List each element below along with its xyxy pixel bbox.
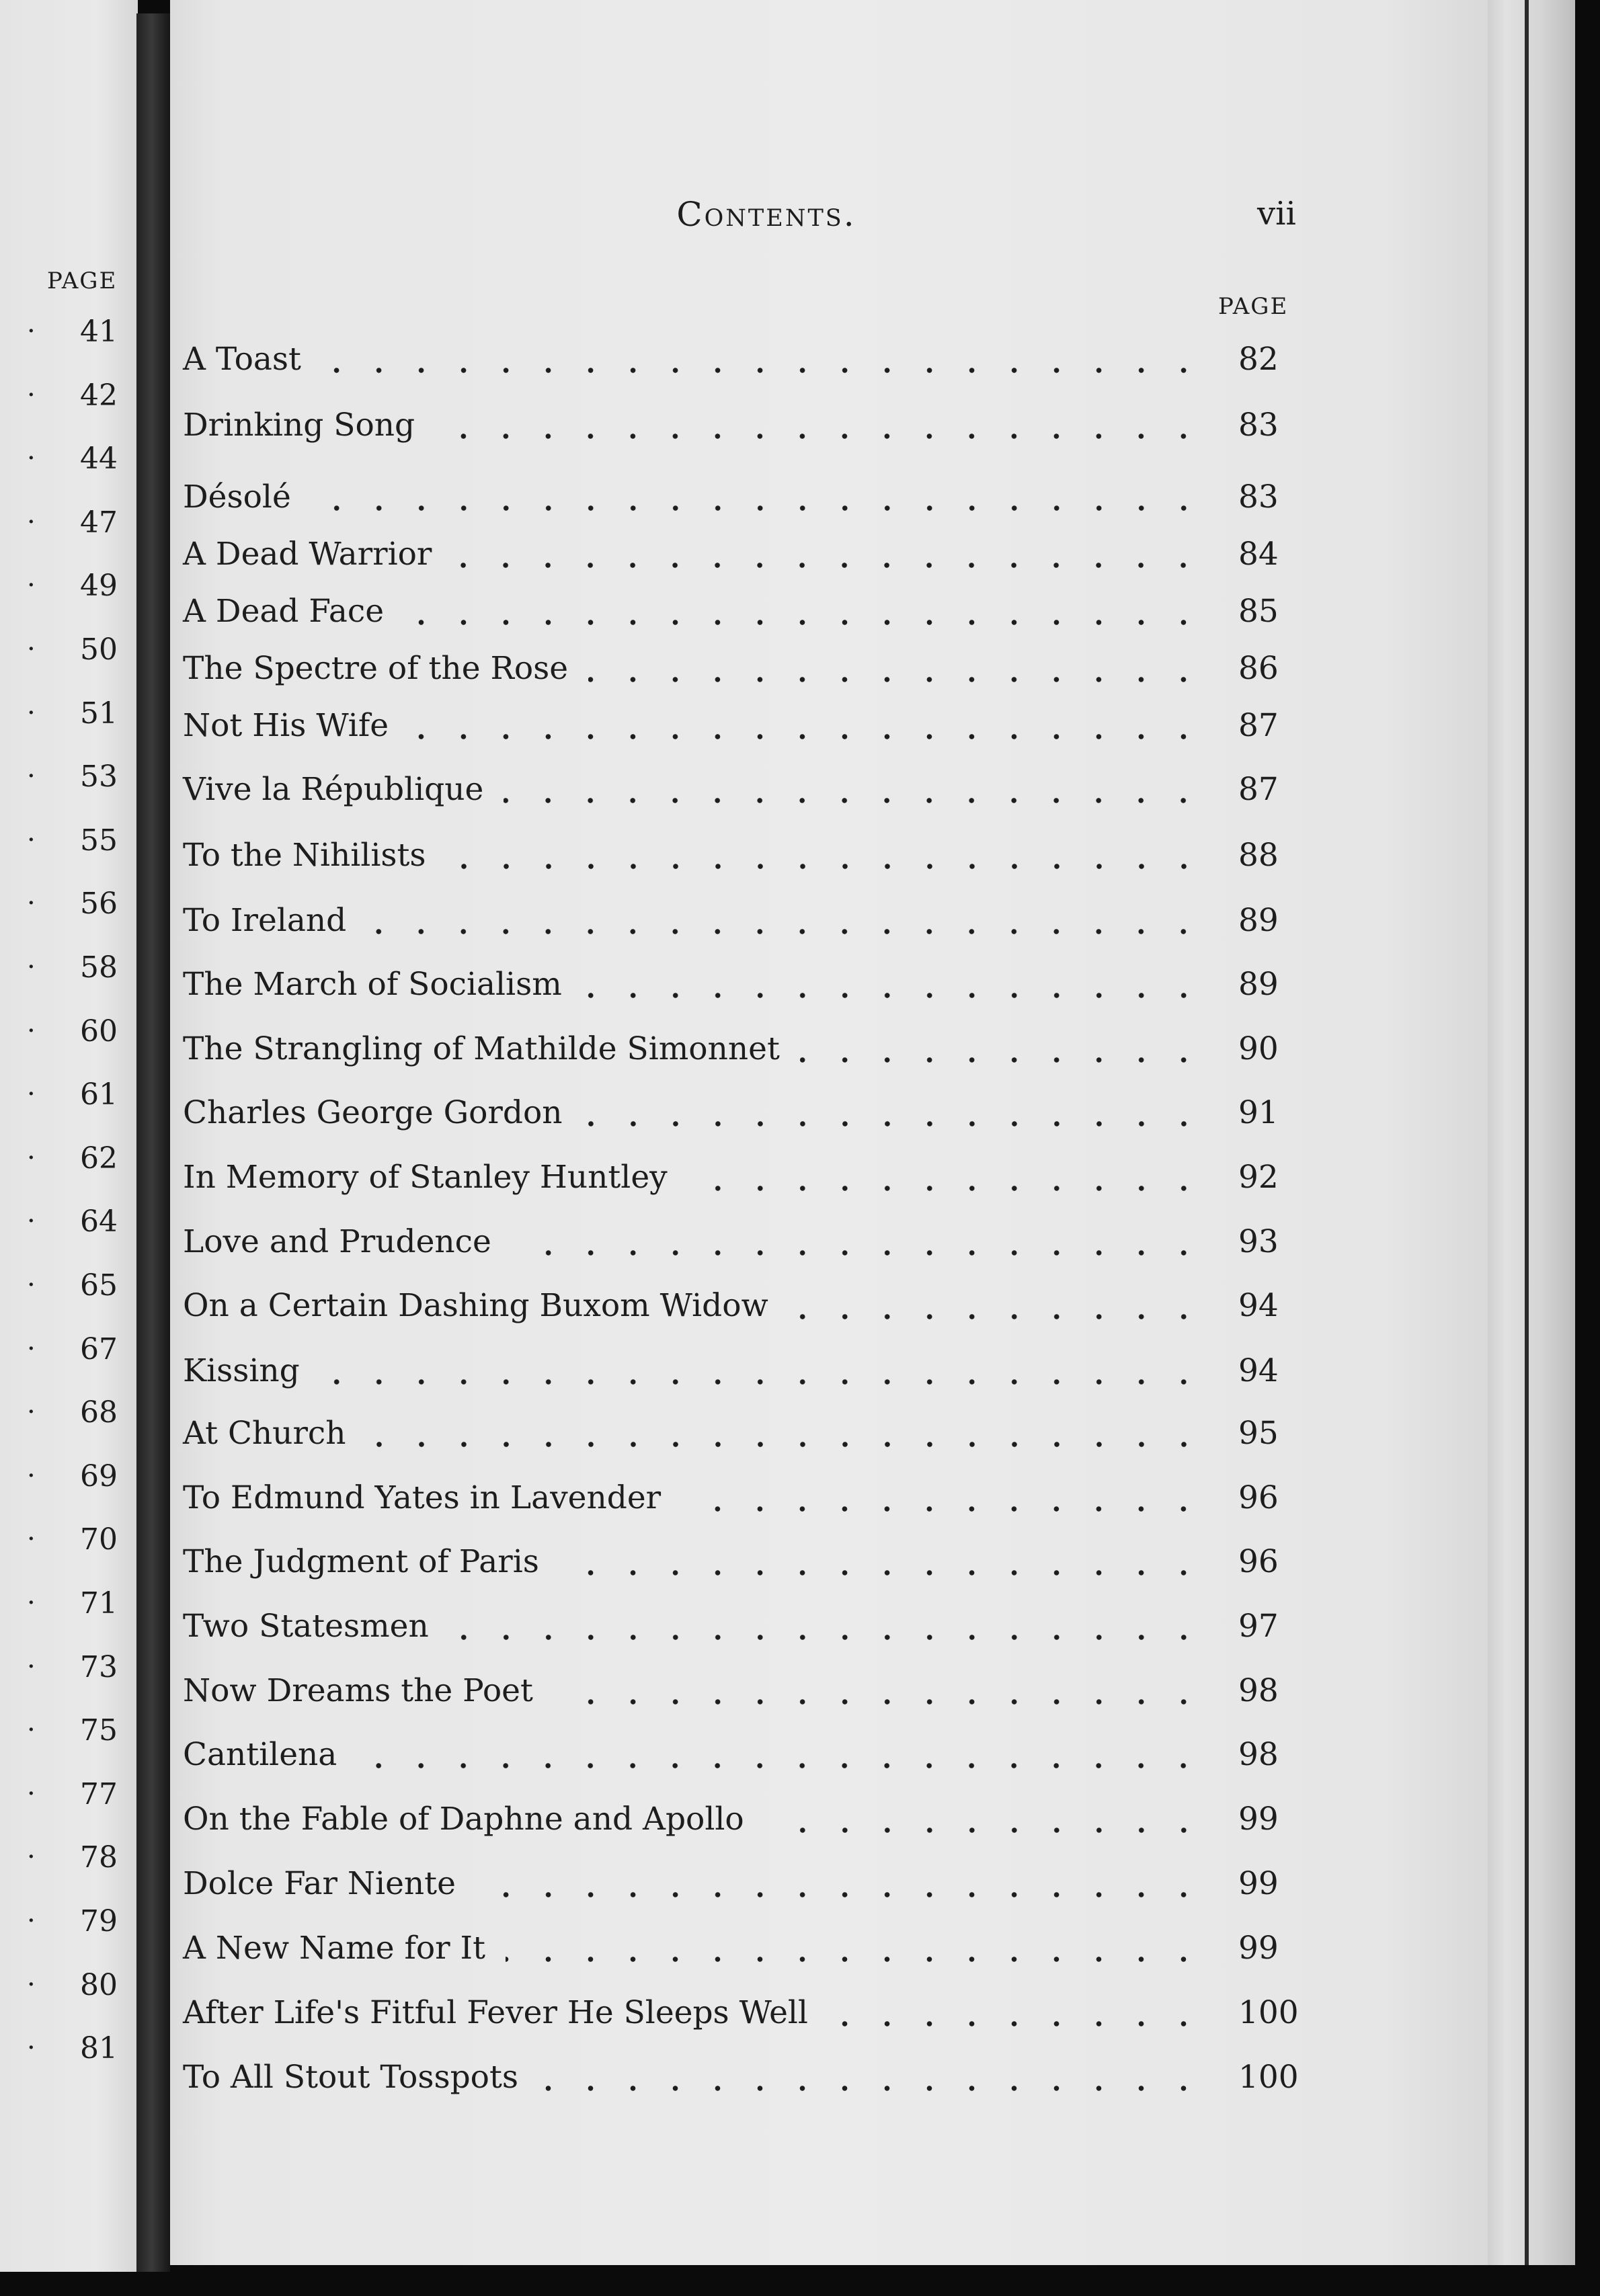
facing-page-number: 67: [80, 1331, 118, 1366]
entry-page-number: 94: [1238, 1352, 1279, 1389]
dot-leader: [688, 1185, 1205, 1192]
entry-page-number: 87: [1238, 771, 1279, 808]
dot-leader: [559, 1569, 1205, 1576]
leader-dot: ·: [27, 1651, 36, 1682]
entry-title: Two Statesmen: [183, 1608, 429, 1645]
entry-title: On the Fable of Daphne and Apollo: [183, 1801, 744, 1838]
facing-page-number: 68: [80, 1395, 118, 1430]
contents-entry: [183, 1348, 1319, 1395]
entry-title: The Strangling of Mathilde Simonnet: [183, 1030, 780, 1067]
facing-page-number: 61: [80, 1077, 118, 1112]
entry-page-number: 82: [1238, 341, 1279, 378]
contents-entry: [183, 1860, 1319, 1908]
entry-page-number: 89: [1238, 966, 1279, 1003]
entry-page-number: 94: [1238, 1287, 1279, 1324]
entry-page-number: 83: [1238, 479, 1279, 516]
entry-title: Love and Prudence: [183, 1223, 491, 1260]
entry-page-number: 87: [1238, 707, 1279, 744]
entry-title: Not His Wife: [183, 707, 389, 744]
dot-leader: [311, 505, 1205, 511]
entry-page-number: 88: [1238, 837, 1279, 874]
contents-entry: [183, 1925, 1319, 1972]
contents-entry: [183, 1475, 1319, 1522]
contents-entry: [183, 1026, 1319, 1073]
contents-entry: [183, 645, 1319, 692]
dot-leader: [588, 676, 1205, 683]
contents-entry: [183, 961, 1319, 1008]
leader-dot: ·: [27, 1142, 36, 1174]
facing-page-number: 62: [80, 1141, 118, 1176]
leader-dot: ·: [27, 443, 36, 475]
contents-entry: [183, 1731, 1319, 1778]
page-folio: vii: [1257, 195, 1296, 233]
contents-entry: [183, 1219, 1319, 1266]
dot-leader: [538, 2085, 1205, 2092]
facing-page-number: 41: [80, 315, 118, 349]
leader-dot: ·: [27, 1460, 36, 1491]
dot-leader: [452, 562, 1205, 569]
entry-page-number: 99: [1238, 1801, 1279, 1838]
entry-title: Vive la République: [183, 771, 484, 808]
dot-leader: [506, 1956, 1205, 1963]
leader-dot: ·: [27, 1905, 36, 1936]
facing-page-number: 56: [80, 887, 118, 921]
entry-page-number: 83: [1238, 407, 1279, 444]
contents-entry: [183, 1154, 1319, 1201]
leader-dot: ·: [27, 888, 36, 919]
entry-page-number: 92: [1238, 1159, 1279, 1196]
facing-page-number: 75: [80, 1713, 118, 1748]
facing-page-number: 73: [80, 1649, 118, 1684]
entry-title: To the Nihilists: [183, 837, 426, 874]
contents-entry: [183, 1410, 1319, 1457]
entry-title: Désolé: [183, 479, 291, 516]
facing-page-number: 51: [80, 696, 118, 731]
contents-entry: [183, 531, 1319, 578]
facing-page-number: 58: [80, 950, 118, 985]
contents-entry: [183, 766, 1319, 813]
contents-entry: [183, 474, 1319, 521]
contents-entry: [183, 336, 1319, 383]
entry-page-number: 85: [1238, 593, 1279, 630]
dot-leader: [789, 1313, 1205, 1320]
dot-leader: [828, 2020, 1205, 2027]
dot-leader: [321, 367, 1205, 374]
contents-entry: [183, 1282, 1319, 1329]
contents-entry: [183, 588, 1319, 635]
contents-entry: [183, 1990, 1319, 2037]
leader-dot: ·: [27, 379, 36, 411]
dot-leader: [449, 1634, 1205, 1641]
entry-title: Drinking Song: [183, 407, 415, 444]
entry-page-number: 96: [1238, 1479, 1279, 1516]
leader-dot: ·: [27, 1270, 36, 1301]
entry-page-number: 84: [1238, 536, 1279, 573]
contents-entry: [183, 702, 1319, 749]
running-head-title: Contents.: [676, 195, 856, 234]
entry-page-number: 96: [1238, 1543, 1279, 1580]
entry-title: On a Certain Dashing Buxom Widow: [183, 1287, 768, 1324]
leader-dot: ·: [27, 1715, 36, 1746]
entry-title: Kissing: [183, 1352, 300, 1389]
entry-page-number: 86: [1238, 650, 1279, 687]
entry-title: In Memory of Stanley Huntley: [183, 1159, 668, 1196]
facing-page-number: 71: [80, 1586, 118, 1621]
facing-page-number: 65: [80, 1268, 118, 1303]
entry-title: A Dead Face: [183, 593, 385, 630]
contents-entry: [183, 832, 1319, 879]
contents-entry: [183, 1668, 1319, 1715]
facing-page-number: 55: [80, 823, 118, 858]
leader-dot: ·: [27, 1969, 36, 2000]
contents-entry: [183, 1539, 1319, 1586]
entry-page-number: 97: [1238, 1608, 1279, 1645]
contents-entry: [183, 897, 1319, 944]
facing-page-number: 78: [80, 1840, 118, 1875]
entry-title: Dolce Far Niente: [183, 1865, 456, 1902]
contents-entry: [183, 2054, 1319, 2101]
entry-page-number: 100: [1238, 2059, 1299, 2096]
entry-page-number: 95: [1238, 1415, 1279, 1452]
leader-dot: ·: [27, 1206, 36, 1237]
leader-dot: ·: [27, 1524, 36, 1555]
entry-title: To Ireland: [183, 902, 347, 939]
dot-leader: [583, 1120, 1205, 1127]
leader-dot: ·: [27, 1333, 36, 1364]
facing-page-number: 69: [80, 1459, 118, 1493]
dot-leader: [357, 1762, 1205, 1769]
facing-page-number: 44: [80, 442, 118, 477]
dot-leader: [320, 1379, 1205, 1385]
entry-page-number: 91: [1238, 1094, 1279, 1131]
facing-page-column-label: PAGE: [47, 268, 118, 294]
leader-dot: ·: [27, 761, 36, 792]
entry-title: To Edmund Yates in Lavender: [183, 1479, 662, 1516]
facing-page-number: 49: [80, 569, 118, 604]
dot-leader: [366, 1441, 1205, 1448]
entry-title: The March of Socialism: [183, 966, 562, 1003]
entry-title: Charles George Gordon: [183, 1094, 563, 1131]
facing-page-number: 81: [80, 2031, 118, 2066]
contents-entry: [183, 402, 1319, 449]
entry-page-number: 90: [1238, 1030, 1279, 1067]
page-edges: [1488, 0, 1575, 2265]
facing-page-number: 80: [80, 1967, 118, 2002]
entry-page-number: 100: [1238, 1994, 1299, 2031]
dot-leader: [512, 1249, 1205, 1256]
contents-entry: [183, 1796, 1319, 1843]
entry-page-number: 98: [1238, 1672, 1279, 1709]
leader-dot: ·: [27, 1842, 36, 1873]
page-edge-shadow: [1525, 0, 1529, 2265]
facing-page-number: 53: [80, 760, 118, 794]
dot-leader: [446, 863, 1205, 870]
facing-page-number: 77: [80, 1776, 118, 1811]
facing-page-number: 64: [80, 1204, 118, 1239]
dot-leader: [764, 1827, 1205, 1834]
leader-dot: ·: [27, 1015, 36, 1047]
entry-title: At Church: [183, 1415, 346, 1452]
entry-page-number: 99: [1238, 1930, 1279, 1967]
leader-dot: ·: [27, 506, 36, 538]
entry-title: To All Stout Tosspots: [183, 2059, 518, 2096]
entry-title: Now Dreams the Poet: [183, 1672, 533, 1709]
dot-leader: [800, 1057, 1205, 1063]
dot-leader: [366, 928, 1205, 935]
facing-page-number: 50: [80, 632, 118, 667]
entry-page-number: 98: [1238, 1736, 1279, 1773]
contents-entry: [183, 1090, 1319, 1137]
leader-dot: ·: [27, 1588, 36, 1618]
facing-page-number: 47: [80, 505, 118, 540]
dot-leader: [504, 797, 1205, 804]
dot-leader: [404, 619, 1205, 626]
dot-leader: [435, 433, 1205, 440]
entry-title: After Life's Fitful Fever He Sleeps Well: [183, 1994, 808, 2031]
entry-page-number: 99: [1238, 1865, 1279, 1902]
leader-dot: ·: [27, 1397, 36, 1428]
entry-title: A Toast: [183, 341, 301, 378]
page-column-label: PAGE: [1218, 293, 1289, 320]
dot-leader: [476, 1891, 1205, 1898]
entry-title: The Judgment of Paris: [183, 1543, 539, 1580]
dot-leader: [582, 992, 1205, 999]
leader-dot: ·: [27, 1778, 36, 1809]
leader-dot: ·: [27, 697, 36, 729]
leader-dot: ·: [27, 1079, 36, 1110]
leader-dot: ·: [27, 2033, 36, 2064]
facing-page-number: 42: [80, 378, 118, 413]
leader-dot: ·: [27, 634, 36, 665]
facing-page-number: 60: [80, 1014, 118, 1049]
entry-page-number: 93: [1238, 1223, 1279, 1260]
entry-title: A New Name for It: [183, 1930, 486, 1967]
entry-title: Cantilena: [183, 1736, 337, 1773]
leader-dot: ·: [27, 570, 36, 602]
entry-title: A Dead Warrior: [183, 536, 432, 573]
entry-page-number: 89: [1238, 902, 1279, 939]
leader-dot: ·: [27, 316, 36, 347]
dot-leader: [409, 733, 1205, 740]
entry-title: The Spectre of the Rose: [183, 650, 569, 687]
dot-leader: [681, 1506, 1205, 1512]
facing-page-number: 79: [80, 1904, 118, 1938]
facing-page-number: 70: [80, 1522, 118, 1557]
contents-entry: [183, 1603, 1319, 1650]
book-spine: [136, 13, 170, 2272]
dot-leader: [553, 1698, 1205, 1705]
leader-dot: ·: [27, 952, 36, 983]
leader-dot: ·: [27, 824, 36, 856]
